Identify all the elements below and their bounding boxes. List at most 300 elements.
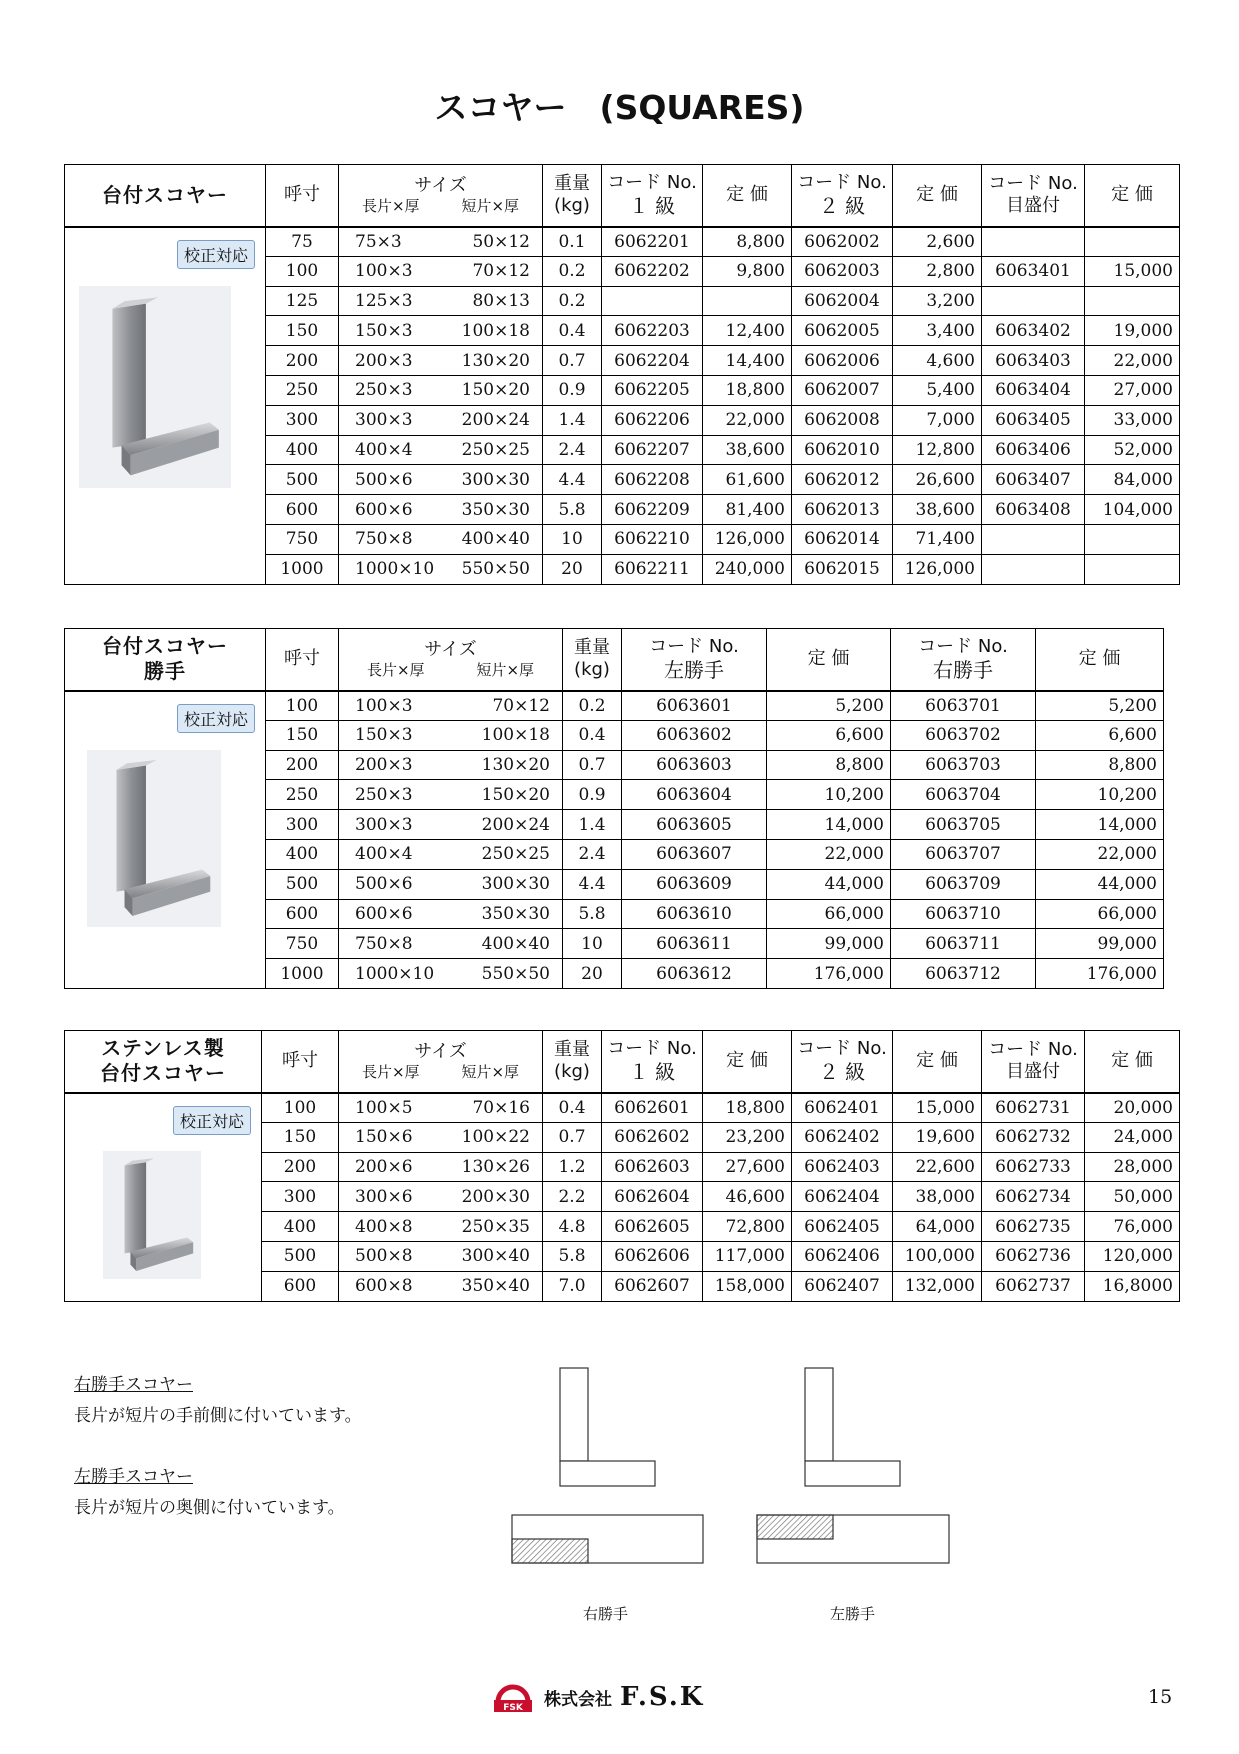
cell-code-grade1: 6062602 <box>602 1122 703 1152</box>
cell-size-long: 500×6 <box>355 874 413 895</box>
cell-price-scaled: 104,000 <box>1085 495 1180 525</box>
header-price: 定 価 <box>893 165 982 227</box>
cell-weight: 0.2 <box>563 691 622 721</box>
cell-yobisun: 600 <box>266 495 339 525</box>
left-hand-description: 長片が短片の奥側に付いています。 <box>74 1498 345 1518</box>
cell-size <box>339 346 543 376</box>
cell-size-short: 350×30 <box>481 903 550 924</box>
cell-size-short: 350×30 <box>461 499 530 520</box>
cell-code-grade1: 6062605 <box>602 1212 703 1242</box>
cell-size <box>339 227 543 257</box>
cell-weight: 0.2 <box>543 286 602 316</box>
cell-price-grade2: 5,400 <box>893 375 982 405</box>
cell-size-short: 70×12 <box>472 261 530 282</box>
cell-size-long: 75×3 <box>355 231 402 252</box>
header-code-right: コード No. 右勝手 <box>891 629 1036 691</box>
cell-code-grade1: 6062206 <box>602 405 703 435</box>
cell-yobisun: 200 <box>262 1152 339 1182</box>
header-price: 定 価 <box>893 1031 982 1093</box>
cell-size-long: 200×3 <box>355 350 413 371</box>
cell-weight: 10 <box>563 929 622 959</box>
cell-code-scaled: 6063402 <box>982 316 1085 346</box>
cell-yobisun: 125 <box>266 286 339 316</box>
cell-price-grade2: 12,800 <box>893 435 982 465</box>
cell-yobisun: 200 <box>266 750 339 780</box>
cell-size-long: 300×3 <box>355 814 413 835</box>
cell-yobisun: 500 <box>262 1241 339 1271</box>
cell-yobisun: 300 <box>262 1182 339 1212</box>
cell-price-grade2: 2,800 <box>893 256 982 286</box>
cell-size <box>339 899 563 929</box>
cell-yobisun: 300 <box>266 405 339 435</box>
cell-price-left: 5,200 <box>767 691 891 721</box>
left-hand-title: 左勝手スコヤー <box>74 1467 193 1487</box>
cell-yobisun: 150 <box>262 1122 339 1152</box>
cell-price-scaled: 24,000 <box>1085 1122 1180 1152</box>
cell-size-long: 500×6 <box>355 469 413 490</box>
header-size: サイズ 長片×厚 短片×厚 <box>339 1031 543 1093</box>
cell-code-left: 6063603 <box>622 750 767 780</box>
cell-weight: 10 <box>543 524 602 554</box>
cell-price-grade1: 22,000 <box>703 405 792 435</box>
cell-price-left: 176,000 <box>767 959 891 989</box>
cell-size-long: 1000×10 <box>355 963 435 984</box>
cell-code-grade2: 6062006 <box>792 346 893 376</box>
table-row <box>65 1093 1180 1123</box>
cell-code-right: 6063701 <box>891 691 1036 721</box>
cell-yobisun: 200 <box>266 346 339 376</box>
cell-size-long: 100×3 <box>355 695 413 716</box>
cell-yobisun: 500 <box>266 869 339 899</box>
cell-size-short: 300×30 <box>481 874 550 895</box>
cell-yobisun: 1000 <box>266 554 339 584</box>
cell-size-short: 400×40 <box>481 933 550 954</box>
cell-size-short: 80×13 <box>472 290 530 311</box>
cell-code-grade2: 6062406 <box>792 1241 893 1271</box>
cell-code-left: 6063612 <box>622 959 767 989</box>
cell-code-scaled: 6063406 <box>982 435 1085 465</box>
cell-size-long: 150×3 <box>355 725 413 746</box>
cell-code-scaled: 6062732 <box>982 1122 1085 1152</box>
cell-weight: 2.2 <box>543 1182 602 1212</box>
cell-price-grade1: 14,400 <box>703 346 792 376</box>
cell-size <box>339 780 563 810</box>
cell-price-grade2: 4,600 <box>893 346 982 376</box>
cell-code-scaled: 6062733 <box>982 1152 1085 1182</box>
cell-yobisun: 750 <box>266 929 339 959</box>
cell-weight: 7.0 <box>543 1271 602 1301</box>
cell-code-scaled: 6062737 <box>982 1271 1085 1301</box>
cell-size <box>339 691 563 721</box>
cell-price-grade2: 15,000 <box>893 1093 982 1123</box>
cell-size-short: 300×40 <box>461 1246 530 1267</box>
cell-size-long: 200×6 <box>355 1156 413 1177</box>
cell-price-grade1: 27,600 <box>703 1152 792 1182</box>
cell-code-grade2: 6062004 <box>792 286 893 316</box>
cell-code-grade1: 6062601 <box>602 1093 703 1123</box>
cell-code-grade2: 6062403 <box>792 1152 893 1182</box>
cell-code-right: 6063709 <box>891 869 1036 899</box>
header-code-grade1: コード No. １ 級 <box>602 165 703 227</box>
right-hand-description: 長片が短片の手前側に付いています。 <box>74 1406 362 1426</box>
cell-code-scaled: 6062736 <box>982 1241 1085 1271</box>
cell-code-scaled <box>982 554 1085 584</box>
cell-size-long: 150×6 <box>355 1127 413 1148</box>
cell-code-scaled <box>982 227 1085 257</box>
cell-weight: 5.8 <box>543 1241 602 1271</box>
header-price: 定 価 <box>767 629 891 691</box>
cell-size-short: 130×20 <box>461 350 530 371</box>
product-image-cell <box>65 1093 262 1302</box>
cell-size <box>339 810 563 840</box>
footer <box>490 1678 704 1716</box>
cell-price-scaled: 33,000 <box>1085 405 1180 435</box>
cell-price-right: 5,200 <box>1036 691 1164 721</box>
header-yobisun: 呼寸 <box>262 1031 339 1093</box>
cell-code-left: 6063609 <box>622 869 767 899</box>
cell-size-short: 130×26 <box>461 1156 530 1177</box>
handed-squares-table <box>64 628 1164 989</box>
cell-size-short: 100×18 <box>461 320 530 341</box>
cell-yobisun: 400 <box>266 839 339 869</box>
cell-price-scaled: 20,000 <box>1085 1093 1180 1123</box>
cell-code-left: 6063610 <box>622 899 767 929</box>
header-price: 定 価 <box>1085 165 1180 227</box>
cell-code-grade2: 6062407 <box>792 1271 893 1301</box>
cell-code-grade1: 6062203 <box>602 316 703 346</box>
header-weight: 重量 (kg) <box>543 165 602 227</box>
header-yobisun: 呼寸 <box>266 165 339 227</box>
cell-size-long: 600×6 <box>355 499 413 520</box>
cell-price-grade1: 61,600 <box>703 465 792 495</box>
cell-price-scaled: 84,000 <box>1085 465 1180 495</box>
cell-size-short: 200×24 <box>481 814 550 835</box>
cell-size <box>339 720 563 750</box>
cell-weight: 4.8 <box>543 1212 602 1242</box>
cell-size-short: 400×40 <box>461 529 530 550</box>
square-tool-image <box>87 750 221 927</box>
cell-yobisun: 150 <box>266 316 339 346</box>
cell-weight: 20 <box>543 554 602 584</box>
cell-code-scaled: 6063403 <box>982 346 1085 376</box>
cell-code-left: 6063604 <box>622 780 767 810</box>
cell-price-left: 99,000 <box>767 929 891 959</box>
cell-price-grade2: 3,400 <box>893 316 982 346</box>
cell-price-grade1 <box>703 286 792 316</box>
brand-name: F.S.K <box>620 1682 705 1712</box>
cell-code-right: 6063703 <box>891 750 1036 780</box>
cell-code-grade2: 6062008 <box>792 405 893 435</box>
cell-price-grade1: 240,000 <box>703 554 792 584</box>
cell-size <box>339 554 543 584</box>
cell-code-scaled: 6062734 <box>982 1182 1085 1212</box>
cell-price-grade2: 71,400 <box>893 524 982 554</box>
cell-yobisun: 100 <box>266 256 339 286</box>
cell-code-left: 6063611 <box>622 929 767 959</box>
product-photo <box>87 750 221 927</box>
cell-price-scaled: 15,000 <box>1085 256 1180 286</box>
cell-price-grade2: 22,600 <box>893 1152 982 1182</box>
cell-size <box>339 435 543 465</box>
cell-size <box>339 405 543 435</box>
cell-code-scaled: 6063401 <box>982 256 1085 286</box>
cell-code-grade1: 6062607 <box>602 1271 703 1301</box>
cell-code-left: 6063602 <box>622 720 767 750</box>
cell-price-scaled: 27,000 <box>1085 375 1180 405</box>
cell-size-long: 1000×10 <box>355 559 435 580</box>
cell-code-scaled: 6063407 <box>982 465 1085 495</box>
header-price: 定 価 <box>703 1031 792 1093</box>
cell-size <box>339 256 543 286</box>
cell-weight: 20 <box>563 959 622 989</box>
cell-code-grade1: 6062211 <box>602 554 703 584</box>
cell-code-scaled: 6063408 <box>982 495 1085 525</box>
cell-yobisun: 250 <box>266 780 339 810</box>
cell-price-right: 176,000 <box>1036 959 1164 989</box>
cell-price-scaled <box>1085 554 1180 584</box>
cell-price-right: 44,000 <box>1036 869 1164 899</box>
cell-code-grade1: 6062202 <box>602 256 703 286</box>
cell-weight: 0.7 <box>543 346 602 376</box>
cell-code-grade1: 6062207 <box>602 435 703 465</box>
header-code-scaled: コード No. 目盛付 <box>982 165 1085 227</box>
cell-price-scaled: 16,8000 <box>1085 1271 1180 1301</box>
cell-price-left: 14,000 <box>767 810 891 840</box>
handedness-notes <box>74 1370 362 1518</box>
cell-size-short: 250×35 <box>461 1216 530 1237</box>
cell-price-right: 99,000 <box>1036 929 1164 959</box>
cell-price-left: 44,000 <box>767 869 891 899</box>
cell-size <box>339 286 543 316</box>
cell-price-grade1: 81,400 <box>703 495 792 525</box>
cell-code-grade1: 6062210 <box>602 524 703 554</box>
cell-price-grade2: 132,000 <box>893 1271 982 1301</box>
cell-yobisun: 150 <box>266 720 339 750</box>
cell-size-long: 600×6 <box>355 903 413 924</box>
cell-yobisun: 600 <box>266 899 339 929</box>
cell-price-scaled: 50,000 <box>1085 1182 1180 1212</box>
cell-price-right: 8,800 <box>1036 750 1164 780</box>
cell-code-grade1 <box>602 286 703 316</box>
cell-code-grade2: 6062015 <box>792 554 893 584</box>
cell-code-grade2: 6062401 <box>792 1093 893 1123</box>
cell-code-grade2: 6062404 <box>792 1182 893 1212</box>
table-name: ステンレス製 台付スコヤー <box>65 1031 262 1093</box>
product-photo <box>103 1151 201 1279</box>
company-label: 株式会社 <box>544 1689 612 1710</box>
calibration-badge: 校正対応 <box>177 704 255 733</box>
cell-price-right: 10,200 <box>1036 780 1164 810</box>
cell-price-grade1: 38,600 <box>703 435 792 465</box>
cell-price-grade2: 3,200 <box>893 286 982 316</box>
cell-price-grade2: 126,000 <box>893 554 982 584</box>
cell-code-right: 6063712 <box>891 959 1036 989</box>
cell-code-grade2: 6062405 <box>792 1212 893 1242</box>
cell-code-grade2: 6062007 <box>792 375 893 405</box>
fsk-logo-icon <box>490 1678 536 1716</box>
cell-price-grade1: 72,800 <box>703 1212 792 1242</box>
cell-size <box>339 1152 543 1182</box>
cell-weight: 0.9 <box>563 780 622 810</box>
cell-price-grade2: 38,000 <box>893 1182 982 1212</box>
cell-yobisun: 300 <box>266 810 339 840</box>
square-tool-image <box>79 286 231 488</box>
cell-code-right: 6063704 <box>891 780 1036 810</box>
cell-yobisun: 400 <box>262 1212 339 1242</box>
cell-size-short: 70×16 <box>472 1097 530 1118</box>
cell-size <box>339 316 543 346</box>
cell-price-grade1: 46,600 <box>703 1182 792 1212</box>
cell-price-grade2: 64,000 <box>893 1212 982 1242</box>
cell-price-left: 66,000 <box>767 899 891 929</box>
cell-code-grade1: 6062205 <box>602 375 703 405</box>
header-price: 定 価 <box>703 165 792 227</box>
cell-price-scaled: 22,000 <box>1085 346 1180 376</box>
cell-size <box>339 1212 543 1242</box>
cell-code-scaled: 6063404 <box>982 375 1085 405</box>
cell-yobisun: 600 <box>262 1271 339 1301</box>
cell-size-long: 600×8 <box>355 1276 413 1297</box>
cell-price-grade1: 18,800 <box>703 1093 792 1123</box>
cell-size-short: 100×22 <box>461 1127 530 1148</box>
square-tool-image <box>103 1151 201 1279</box>
cell-size <box>339 839 563 869</box>
header-code-scaled: コード No. 目盛付 <box>982 1031 1085 1093</box>
calibration-badge: 校正対応 <box>177 240 255 269</box>
page-title: スコヤー (SQUARES) <box>434 88 805 127</box>
cell-size-long: 400×8 <box>355 1216 413 1237</box>
cell-size-long: 400×4 <box>355 844 413 865</box>
cell-weight: 1.2 <box>543 1152 602 1182</box>
cell-size-short: 200×24 <box>461 410 530 431</box>
cell-yobisun: 100 <box>266 691 339 721</box>
cell-weight: 0.4 <box>543 1093 602 1123</box>
cell-weight: 0.7 <box>563 750 622 780</box>
cell-price-grade1: 18,800 <box>703 375 792 405</box>
cell-size-long: 400×4 <box>355 439 413 460</box>
cell-code-grade1: 6062209 <box>602 495 703 525</box>
cell-size-short: 250×25 <box>461 439 530 460</box>
header-weight: 重量 (kg) <box>563 629 622 691</box>
table-row <box>65 691 1164 721</box>
cell-price-grade1: 9,800 <box>703 256 792 286</box>
cell-size <box>339 929 563 959</box>
cell-weight: 2.4 <box>543 435 602 465</box>
cell-size-short: 130×20 <box>481 754 550 775</box>
cell-weight: 4.4 <box>543 465 602 495</box>
cell-code-grade1: 6062208 <box>602 465 703 495</box>
cell-code-grade2: 6062012 <box>792 465 893 495</box>
cell-weight: 0.4 <box>563 720 622 750</box>
cell-size-long: 250×3 <box>355 784 413 805</box>
cell-code-grade1: 6062604 <box>602 1182 703 1212</box>
cell-price-grade2: 100,000 <box>893 1241 982 1271</box>
cell-size <box>339 1122 543 1152</box>
left-hand-caption: 左勝手 <box>830 1605 876 1623</box>
header-code-left: コード No. 左勝手 <box>622 629 767 691</box>
cell-yobisun: 400 <box>266 435 339 465</box>
cell-yobisun: 75 <box>266 227 339 257</box>
cell-size-short: 100×18 <box>481 725 550 746</box>
cell-size-short: 150×20 <box>481 784 550 805</box>
cell-size-short: 70×12 <box>492 695 550 716</box>
cell-code-scaled: 6062735 <box>982 1212 1085 1242</box>
cell-price-grade1: 23,200 <box>703 1122 792 1152</box>
cell-code-right: 6063710 <box>891 899 1036 929</box>
product-image-cell <box>65 227 266 585</box>
cell-size-short: 550×50 <box>461 559 530 580</box>
cell-code-grade2: 6062014 <box>792 524 893 554</box>
cell-code-left: 6063607 <box>622 839 767 869</box>
cell-code-grade2: 6062003 <box>792 256 893 286</box>
cell-price-scaled: 52,000 <box>1085 435 1180 465</box>
handedness-diagram <box>505 1365 1005 1595</box>
cell-price-scaled: 76,000 <box>1085 1212 1180 1242</box>
cell-code-left: 6063601 <box>622 691 767 721</box>
cell-yobisun: 250 <box>266 375 339 405</box>
standard-squares-table <box>64 164 1180 585</box>
cell-code-grade2: 6062002 <box>792 227 893 257</box>
cell-size <box>339 465 543 495</box>
cell-weight: 5.8 <box>543 495 602 525</box>
cell-size-long: 125×3 <box>355 290 413 311</box>
cell-size-long: 750×8 <box>355 933 413 954</box>
cell-weight: 0.4 <box>543 316 602 346</box>
cell-size <box>339 750 563 780</box>
cell-size-long: 150×3 <box>355 320 413 341</box>
cell-price-grade1: 158,000 <box>703 1271 792 1301</box>
cell-size-short: 550×50 <box>481 963 550 984</box>
cell-code-grade1: 6062201 <box>602 227 703 257</box>
cell-size-long: 750×8 <box>355 529 413 550</box>
cell-size <box>339 1241 543 1271</box>
cell-price-right: 6,600 <box>1036 720 1164 750</box>
cell-size <box>339 1182 543 1212</box>
cell-size <box>339 959 563 989</box>
cell-size-short: 300×30 <box>461 469 530 490</box>
cell-code-scaled <box>982 286 1085 316</box>
header-size: サイズ 長片×厚 短片×厚 <box>339 629 563 691</box>
cell-yobisun: 100 <box>262 1093 339 1123</box>
cell-code-grade2: 6062010 <box>792 435 893 465</box>
cell-price-left: 10,200 <box>767 780 891 810</box>
cell-price-grade2: 19,600 <box>893 1122 982 1152</box>
cell-weight: 1.4 <box>543 405 602 435</box>
cell-size <box>339 1271 543 1301</box>
header-size: サイズ 長片×厚 短片×厚 <box>339 165 543 227</box>
cell-weight: 4.4 <box>563 869 622 899</box>
cell-price-grade2: 38,600 <box>893 495 982 525</box>
cell-size <box>339 495 543 525</box>
cell-price-left: 22,000 <box>767 839 891 869</box>
cell-weight: 0.7 <box>543 1122 602 1152</box>
cell-code-grade2: 6062402 <box>792 1122 893 1152</box>
cell-code-scaled <box>982 524 1085 554</box>
product-image-cell <box>65 691 266 989</box>
stainless-squares-table <box>64 1030 1180 1302</box>
cell-price-grade2: 2,600 <box>893 227 982 257</box>
cell-size-short: 150×20 <box>461 380 530 401</box>
cell-code-right: 6063711 <box>891 929 1036 959</box>
cell-code-grade2: 6062005 <box>792 316 893 346</box>
cell-size-long: 300×3 <box>355 410 413 431</box>
cell-code-grade1: 6062606 <box>602 1241 703 1271</box>
cell-size-short: 50×12 <box>472 231 530 252</box>
cell-code-grade2: 6062013 <box>792 495 893 525</box>
cell-yobisun: 500 <box>266 465 339 495</box>
cell-size-short: 350×40 <box>461 1276 530 1297</box>
cell-size <box>339 524 543 554</box>
